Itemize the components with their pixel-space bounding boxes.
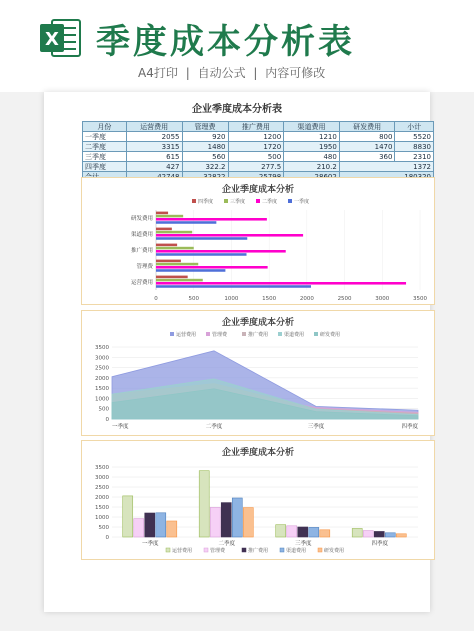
category-label: 四季度	[401, 424, 418, 430]
tick-label: 2000	[95, 375, 109, 382]
category-label: 一季度	[112, 424, 129, 430]
tick-label: 0	[154, 296, 158, 302]
tick-label: 500	[188, 296, 199, 302]
legend-swatch	[278, 332, 282, 336]
category-label: 研发费用	[130, 216, 153, 222]
table-row	[83, 162, 434, 172]
bar	[287, 526, 297, 537]
table-cell: 三季度	[83, 152, 127, 162]
feature-tag: 内容可修改	[265, 66, 326, 80]
bar	[396, 534, 406, 537]
table-cell: 1950	[284, 142, 340, 152]
cost-table	[82, 121, 434, 182]
tick-label: 2000	[95, 495, 109, 501]
spreadsheet-preview	[44, 92, 430, 612]
category-label: 三季度	[294, 541, 312, 547]
excel-icon	[38, 16, 82, 60]
table-row	[83, 142, 434, 152]
feature-tags	[138, 64, 329, 81]
bar	[167, 521, 177, 537]
legend-label: 三季度	[230, 199, 246, 205]
legend-label: 一季度	[294, 199, 310, 205]
table-cell: 1470	[339, 142, 395, 152]
tick-label: 500	[98, 525, 109, 531]
legend-swatch	[192, 199, 196, 203]
chart-title: 企业季度成本分析	[221, 448, 295, 458]
bar	[363, 531, 373, 537]
tag-separator: |	[185, 66, 190, 80]
tick-label: 2500	[337, 296, 352, 302]
tag-separator: |	[253, 66, 258, 80]
bar	[156, 260, 181, 263]
legend-label: 推广费用	[248, 548, 269, 554]
tick-label: 1500	[95, 505, 109, 511]
tick-label: 3500	[95, 465, 109, 471]
tick-label: 500	[98, 406, 109, 413]
bar	[156, 234, 303, 237]
bar	[374, 531, 384, 537]
category-label: 推广费用	[130, 248, 153, 254]
table-cell: 四季度	[83, 162, 127, 172]
table-cell: 一季度	[83, 132, 127, 142]
tick-label: 1000	[95, 515, 109, 521]
column-chart	[81, 440, 435, 560]
table-cell: 1210	[284, 132, 340, 142]
table-cell: 480	[284, 152, 340, 162]
tick-label: 3500	[95, 345, 109, 351]
legend-swatch	[314, 332, 318, 336]
bar	[352, 528, 362, 537]
bar	[385, 533, 395, 537]
column-header: 管理费	[182, 122, 228, 132]
legend-swatch	[170, 332, 174, 336]
table-cell: 615	[126, 152, 182, 162]
legend-swatch	[166, 548, 170, 552]
horizontal-bar-chart	[81, 177, 435, 305]
bar	[156, 282, 406, 285]
bar	[156, 244, 177, 247]
chart-column-svg	[82, 441, 434, 559]
table-title: 企业季度成本分析表	[192, 104, 282, 115]
legend-swatch	[242, 548, 246, 552]
legend-swatch	[256, 199, 260, 203]
column-header: 月份	[83, 122, 127, 132]
tick-label: 2500	[95, 365, 109, 372]
legend-label: 研发费用	[324, 548, 345, 554]
chart-hbar-svg	[82, 178, 434, 304]
page-title: 季度成本分析表	[96, 22, 355, 62]
legend-swatch	[288, 199, 292, 203]
category-label: 二季度	[205, 424, 223, 430]
tick-label: 1500	[262, 296, 277, 302]
table-cell: 2310	[395, 152, 434, 162]
table-cell: 8830	[395, 142, 434, 152]
bar	[156, 253, 247, 256]
bar	[156, 215, 183, 218]
category-label: 运营费用	[130, 280, 153, 286]
bar	[276, 525, 286, 537]
category-label: 三季度	[307, 424, 325, 430]
table-cell: 1372	[339, 162, 433, 172]
tick-label: 0	[105, 417, 109, 423]
bar	[156, 231, 192, 234]
bar	[156, 279, 203, 282]
category-label: 管理费	[136, 264, 153, 270]
tick-label: 3000	[95, 475, 109, 481]
bar	[156, 237, 247, 240]
legend-swatch	[318, 548, 322, 552]
table-cell: 500	[228, 152, 284, 162]
legend-swatch	[224, 199, 228, 203]
bar	[221, 503, 231, 537]
table-row	[83, 152, 434, 162]
tick-label: 3000	[375, 296, 390, 302]
chart-area-svg	[82, 311, 434, 435]
table-cell: 560	[182, 152, 228, 162]
bar	[156, 263, 198, 266]
bar	[123, 496, 133, 537]
bar	[156, 247, 194, 250]
category-label: 渠道费用	[130, 232, 153, 238]
area-chart	[81, 310, 435, 436]
bar	[320, 530, 330, 537]
table-cell: 322.2	[182, 162, 228, 172]
bar	[156, 228, 172, 231]
tick-label: 2000	[299, 296, 314, 302]
table-cell: 1200	[228, 132, 284, 142]
legend-label: 四季度	[198, 199, 214, 205]
legend-label: 渠道费用	[286, 548, 307, 554]
chart-title: 企业季度成本分析	[221, 318, 295, 328]
legend-label: 研发费用	[320, 332, 341, 338]
tick-label: 1500	[95, 386, 109, 393]
legend-label: 渠道费用	[284, 332, 305, 338]
header	[0, 0, 474, 92]
tick-label: 3500	[413, 296, 427, 302]
bar	[156, 285, 311, 288]
tick-label: 1000	[95, 396, 109, 403]
bar	[156, 513, 166, 537]
bar	[232, 498, 242, 537]
legend-swatch	[280, 548, 284, 552]
legend-label: 二季度	[262, 199, 278, 205]
feature-tag: 自动公式	[197, 66, 246, 80]
table-cell: 920	[182, 132, 228, 142]
table-cell: 3315	[126, 142, 182, 152]
tick-label: 3000	[95, 355, 109, 362]
table-row	[83, 132, 434, 142]
bar	[156, 218, 267, 221]
tick-label: 1000	[224, 296, 239, 302]
bar	[156, 212, 168, 215]
chart-title: 企业季度成本分析	[221, 185, 295, 195]
legend-label: 运营费用	[172, 548, 193, 554]
bar	[156, 266, 268, 269]
tick-label: 0	[105, 535, 109, 541]
legend-label: 管理费	[212, 332, 228, 338]
legend-swatch	[206, 332, 210, 336]
table-cell: 1480	[182, 142, 228, 152]
legend-label: 运营费用	[176, 332, 197, 338]
category-label: 四季度	[371, 541, 389, 547]
column-header: 小计	[395, 122, 434, 132]
bar	[134, 519, 144, 537]
category-label: 二季度	[218, 541, 236, 547]
table-cell: 427	[126, 162, 182, 172]
legend-swatch	[242, 332, 246, 336]
table-cell: 2055	[126, 132, 182, 142]
bar	[156, 250, 286, 253]
table-cell: 800	[339, 132, 395, 142]
table-cell: 360	[339, 152, 395, 162]
bar	[145, 513, 155, 537]
table-cell: 1720	[228, 142, 284, 152]
bar	[243, 508, 253, 537]
legend-label: 推广费用	[248, 332, 269, 338]
bar	[199, 471, 209, 537]
category-label: 一季度	[141, 541, 159, 547]
table-cell: 210.2	[284, 162, 340, 172]
legend-swatch	[204, 548, 208, 552]
table-cell: 二季度	[83, 142, 127, 152]
column-header: 研发费用	[339, 122, 395, 132]
table-header-row	[83, 122, 434, 132]
bar	[298, 527, 308, 537]
bar	[156, 269, 225, 272]
tick-label: 2500	[95, 485, 109, 491]
bar	[156, 221, 216, 224]
table-cell: 277.5	[228, 162, 284, 172]
feature-tag: A4打印	[138, 66, 178, 80]
table-cell: 5520	[395, 132, 434, 142]
legend-label: 管理费	[210, 548, 226, 554]
excel-icon-letter: X	[45, 29, 59, 50]
column-header: 运营费用	[126, 122, 182, 132]
bar	[210, 507, 220, 537]
column-header: 推广费用	[228, 122, 284, 132]
column-header: 渠道费用	[284, 122, 340, 132]
bar	[156, 276, 188, 279]
bar	[309, 527, 319, 537]
